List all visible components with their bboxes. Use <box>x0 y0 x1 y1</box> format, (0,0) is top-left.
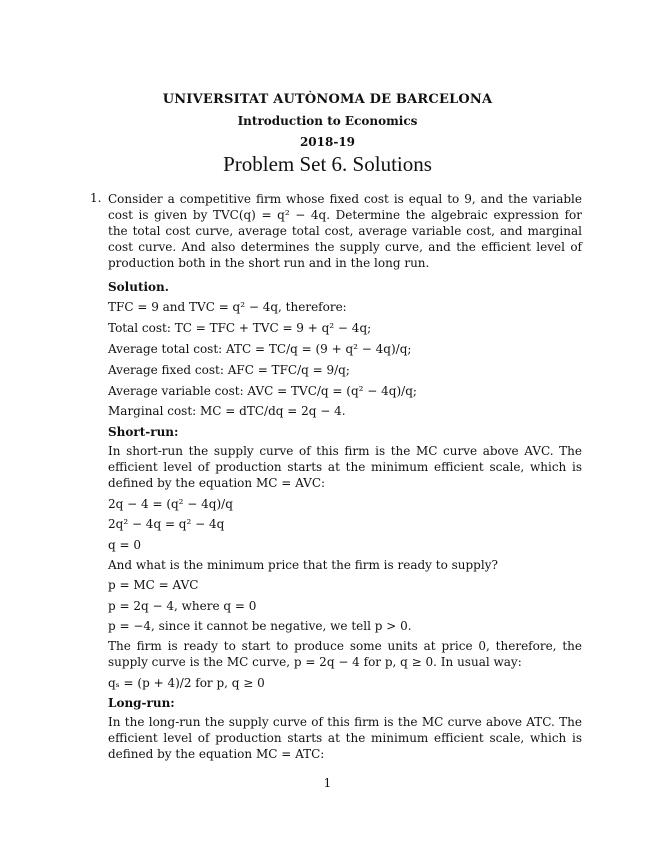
problem-text: Consider a competitive firm whose fixed cost is equal to 9, and the variable cost is given by TVC(q) = q² − 4q. Determine the algebraic expression for the total cost curve, average total cost, average variable cost, and marginal cost curve. And also determines the supply curve, and the efficient level of production both in the short run and in the long run. <box>108 192 582 270</box>
equation: p = MC = AVC <box>108 578 199 592</box>
university-name: UNIVERSITAT AUTÒNOMA DE BARCELONA <box>162 92 493 107</box>
solution-line: Average total cost: ATC = TC/q = (9 + q² − 4q)/q; <box>108 342 412 356</box>
short-run-intro: In short-run the supply curve of this firm is the MC curve above AVC. The efficient level of production starts at the minimum efficient scale, which is defined by the equation MC = AVC: <box>108 444 582 490</box>
long-run-heading: Long-run: <box>108 696 175 710</box>
equation: 2q − 4 = (q² − 4q)/q <box>108 497 233 511</box>
academic-year: 2018-19 <box>299 135 356 149</box>
equation: 2q² − 4q = q² − 4q <box>108 517 225 531</box>
course-name: Introduction to Economics <box>237 114 418 128</box>
equation: q = 0 <box>108 538 141 552</box>
long-run-intro: In the long-run the supply curve of this firm is the MC curve above ATC. The efficient level of production starts at the minimum efficient scale, which is defined by the equation MC = ATC: <box>108 715 582 761</box>
short-run-conclusion: The firm is ready to start to produce some units at price 0, therefore, the supply curve is the MC curve, p = 2q − 4 for p, q ≥ 0. In usual way: <box>108 639 582 669</box>
problem-number: 1. <box>90 191 102 205</box>
solution-heading: Solution. <box>108 280 169 294</box>
page-number: 1 <box>323 776 332 790</box>
short-run-heading: Short-run: <box>108 425 179 439</box>
solution-line: TFC = 9 and TVC = q² − 4q, therefore: <box>108 300 347 314</box>
supply-equation: qₛ = (p + 4)/2 for p, q ≥ 0 <box>108 676 265 690</box>
solution-line: Marginal cost: MC = dTC/dq = 2q − 4. <box>108 404 346 418</box>
solution-line: Total cost: TC = TFC + TVC = 9 + q² − 4q; <box>108 321 372 335</box>
short-run-question: And what is the minimum price that the firm is ready to supply? <box>108 558 498 572</box>
page-title: Problem Set 6. Solutions <box>223 152 432 176</box>
equation: p = 2q − 4, where q = 0 <box>108 599 257 613</box>
solution-line: Average variable cost: AVC = TVC/q = (q² − 4q)/q; <box>108 384 417 398</box>
solution-line: Average fixed cost: AFC = TFC/q = 9/q; <box>108 363 350 377</box>
equation: p = −4, since it cannot be negative, we tell p > 0. <box>108 619 412 633</box>
